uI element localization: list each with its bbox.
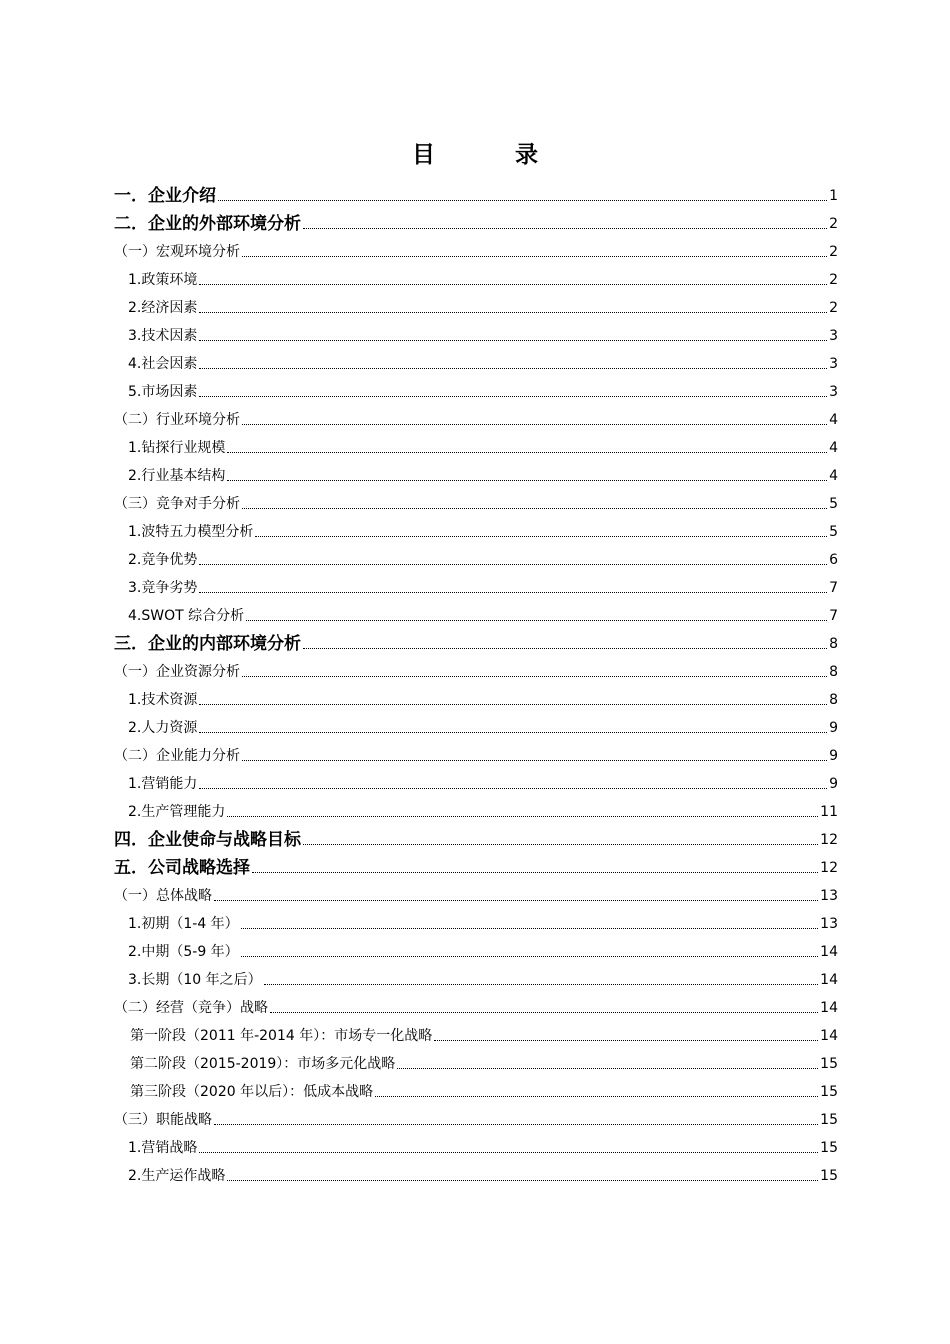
toc-entry-label: 3.竞争劣势 xyxy=(128,580,198,596)
toc-entry-page-number: 14 xyxy=(820,972,838,988)
toc-entry[interactable] xyxy=(114,486,838,514)
toc-entry-page-number: 3 xyxy=(829,384,838,400)
dot-leader xyxy=(242,256,827,257)
toc-entry-page-number: 14 xyxy=(820,944,838,960)
toc-entry[interactable] xyxy=(114,1102,838,1130)
toc-entry-page-number: 9 xyxy=(829,776,838,792)
toc-entry[interactable] xyxy=(114,794,838,822)
dot-leader xyxy=(242,760,827,761)
toc-entry[interactable] xyxy=(114,458,838,486)
toc-entry[interactable] xyxy=(114,878,838,906)
dot-leader xyxy=(241,928,818,929)
dot-leader xyxy=(375,1096,818,1097)
dot-leader xyxy=(255,536,827,537)
toc-entry-page-number: 12 xyxy=(820,860,838,876)
dot-leader xyxy=(214,900,818,901)
toc-entry-label: （二）经营（竞争）战略 xyxy=(114,1000,268,1016)
toc-entry-label: （三）职能战略 xyxy=(114,1112,212,1128)
toc-entry-label: （二）企业能力分析 xyxy=(114,748,240,764)
toc-entry-page-number: 14 xyxy=(820,1028,838,1044)
dot-leader xyxy=(199,788,827,789)
toc-entry[interactable] xyxy=(114,346,838,374)
toc-entry[interactable] xyxy=(114,374,838,402)
toc-entry[interactable] xyxy=(114,766,838,794)
toc-entry-label: 四．企业使命与战略目标 xyxy=(114,830,301,850)
toc-entry-label: 第二阶段（2015-2019）：市场多元化战略 xyxy=(130,1056,396,1072)
toc-entry-page-number: 4 xyxy=(829,468,838,484)
toc-entry[interactable] xyxy=(114,206,838,234)
toc-entry-label: 二．企业的外部环境分析 xyxy=(114,214,301,234)
toc-entry-label: 2.生产管理能力 xyxy=(128,804,226,820)
toc-entry[interactable] xyxy=(114,682,838,710)
toc-entry[interactable] xyxy=(114,290,838,318)
toc-entry[interactable] xyxy=(114,542,838,570)
toc-entry-label: 2.竞争优势 xyxy=(128,552,198,568)
toc-entry[interactable] xyxy=(114,1130,838,1158)
toc-entry[interactable] xyxy=(114,318,838,346)
toc-entry-label: 一．企业介绍 xyxy=(114,186,216,206)
toc-entry-label: （一）企业资源分析 xyxy=(114,664,240,680)
dot-leader xyxy=(241,956,818,957)
dot-leader xyxy=(246,620,827,621)
toc-entry-page-number: 3 xyxy=(829,328,838,344)
dot-leader xyxy=(242,424,827,425)
dot-leader xyxy=(214,1124,818,1125)
toc-entry[interactable] xyxy=(114,906,838,934)
toc-entry-page-number: 7 xyxy=(829,580,838,596)
toc-entry-page-number: 14 xyxy=(820,1000,838,1016)
dot-leader xyxy=(218,200,827,201)
toc-entry-label: （三）竞争对手分析 xyxy=(114,496,240,512)
dot-leader xyxy=(434,1040,818,1041)
toc-entry-label: 五．公司战略选择 xyxy=(114,858,250,878)
dot-leader xyxy=(199,564,827,565)
toc-entry[interactable] xyxy=(114,178,838,206)
toc-entry[interactable] xyxy=(114,262,838,290)
toc-entry-page-number: 8 xyxy=(829,664,838,680)
toc-entry-label: 2.行业基本结构 xyxy=(128,468,226,484)
dot-leader xyxy=(199,1152,818,1153)
toc-entry-page-number: 7 xyxy=(829,608,838,624)
toc-entry-label: 1.营销能力 xyxy=(128,776,198,792)
toc-entry[interactable] xyxy=(114,850,838,878)
toc-entry-page-number: 5 xyxy=(829,524,838,540)
toc-entry-label: 1.初期（1-4 年） xyxy=(128,916,239,932)
toc-entry-page-number: 11 xyxy=(820,804,838,820)
toc-entry-page-number: 2 xyxy=(829,216,838,232)
dot-leader xyxy=(303,844,818,845)
toc-entry-page-number: 8 xyxy=(829,636,838,652)
dot-leader xyxy=(303,648,827,649)
dot-leader xyxy=(227,452,827,453)
dot-leader xyxy=(397,1068,818,1069)
toc-entry-label: 1.技术资源 xyxy=(128,692,198,708)
toc-entry[interactable] xyxy=(114,822,838,850)
dot-leader xyxy=(199,284,827,285)
toc-entry[interactable] xyxy=(114,570,838,598)
toc-entry-page-number: 5 xyxy=(829,496,838,512)
toc-entry[interactable] xyxy=(114,402,838,430)
dot-leader xyxy=(303,228,827,229)
dot-leader xyxy=(242,676,827,677)
toc-entry[interactable] xyxy=(114,738,838,766)
toc-entry[interactable] xyxy=(114,626,838,654)
toc-entry-page-number: 13 xyxy=(820,888,838,904)
toc-entry-label: 2.生产运作战略 xyxy=(128,1168,226,1184)
toc-entry-label: 第一阶段（2011 年-2014 年）：市场专一化战略 xyxy=(130,1028,433,1044)
toc-entry-label: 3.长期（10 年之后） xyxy=(128,972,262,988)
toc-entry[interactable] xyxy=(114,990,838,1018)
dot-leader xyxy=(227,1180,818,1181)
toc-entry-page-number: 2 xyxy=(829,244,838,260)
table-of-contents xyxy=(114,178,838,1186)
toc-entry-label: 2.人力资源 xyxy=(128,720,198,736)
toc-entry-page-number: 6 xyxy=(829,552,838,568)
dot-leader xyxy=(199,396,827,397)
dot-leader xyxy=(227,816,818,817)
toc-entry-label: （一）总体战略 xyxy=(114,888,212,904)
toc-entry-label: 5.市场因素 xyxy=(128,384,198,400)
toc-entry-page-number: 15 xyxy=(820,1084,838,1100)
dot-leader xyxy=(270,1012,818,1013)
toc-entry-label: 三．企业的内部环境分析 xyxy=(114,634,301,654)
toc-entry-page-number: 9 xyxy=(829,720,838,736)
toc-entry-page-number: 12 xyxy=(820,832,838,848)
toc-entry[interactable] xyxy=(114,654,838,682)
page-title: 目 录 xyxy=(411,142,574,168)
toc-entry-label: 1.营销战略 xyxy=(128,1140,198,1156)
toc-entry-page-number: 4 xyxy=(829,412,838,428)
toc-entry[interactable] xyxy=(114,234,838,262)
toc-entry[interactable] xyxy=(114,710,838,738)
toc-entry[interactable] xyxy=(114,514,838,542)
toc-entry-page-number: 4 xyxy=(829,440,838,456)
toc-entry[interactable] xyxy=(114,1158,838,1186)
toc-entry-label: 2.经济因素 xyxy=(128,300,198,316)
toc-entry-page-number: 9 xyxy=(829,748,838,764)
toc-entry-label: 3.技术因素 xyxy=(128,328,198,344)
toc-entry[interactable] xyxy=(114,962,838,990)
dot-leader xyxy=(199,312,827,313)
toc-entry-label: 1.波特五力模型分析 xyxy=(128,524,254,540)
dot-leader xyxy=(252,872,818,873)
toc-entry-label: 1.钻探行业规模 xyxy=(128,440,226,456)
toc-entry-label: 4.社会因素 xyxy=(128,356,198,372)
toc-entry-page-number: 15 xyxy=(820,1140,838,1156)
toc-entry[interactable] xyxy=(114,430,838,458)
dot-leader xyxy=(199,732,827,733)
toc-entry-label: 1.政策环境 xyxy=(128,272,198,288)
toc-entry-page-number: 8 xyxy=(829,692,838,708)
toc-entry-page-number: 1 xyxy=(829,188,838,204)
toc-entry-label: 4.SWOT 综合分析 xyxy=(128,608,245,624)
dot-leader xyxy=(199,340,827,341)
dot-leader xyxy=(199,704,827,705)
toc-entry-page-number: 2 xyxy=(829,272,838,288)
dot-leader xyxy=(199,368,827,369)
toc-entry-page-number: 15 xyxy=(820,1112,838,1128)
toc-entry-label: （一）宏观环境分析 xyxy=(114,244,240,260)
toc-entry[interactable] xyxy=(114,1018,838,1046)
toc-entry[interactable] xyxy=(114,1074,838,1102)
dot-leader xyxy=(199,592,827,593)
dot-leader xyxy=(227,480,827,481)
toc-entry-label: （二）行业环境分析 xyxy=(114,412,240,428)
toc-entry-label: 2.中期（5-9 年） xyxy=(128,944,239,960)
toc-entry[interactable] xyxy=(114,598,838,626)
toc-entry-page-number: 13 xyxy=(820,916,838,932)
toc-entry-label: 第三阶段（2020 年以后）：低成本战略 xyxy=(130,1084,374,1100)
toc-entry-page-number: 2 xyxy=(829,300,838,316)
dot-leader xyxy=(264,984,819,985)
toc-entry-page-number: 15 xyxy=(820,1056,838,1072)
toc-entry-page-number: 3 xyxy=(829,356,838,372)
toc-entry-page-number: 15 xyxy=(820,1168,838,1184)
toc-entry[interactable] xyxy=(114,1046,838,1074)
dot-leader xyxy=(242,508,827,509)
toc-entry[interactable] xyxy=(114,934,838,962)
